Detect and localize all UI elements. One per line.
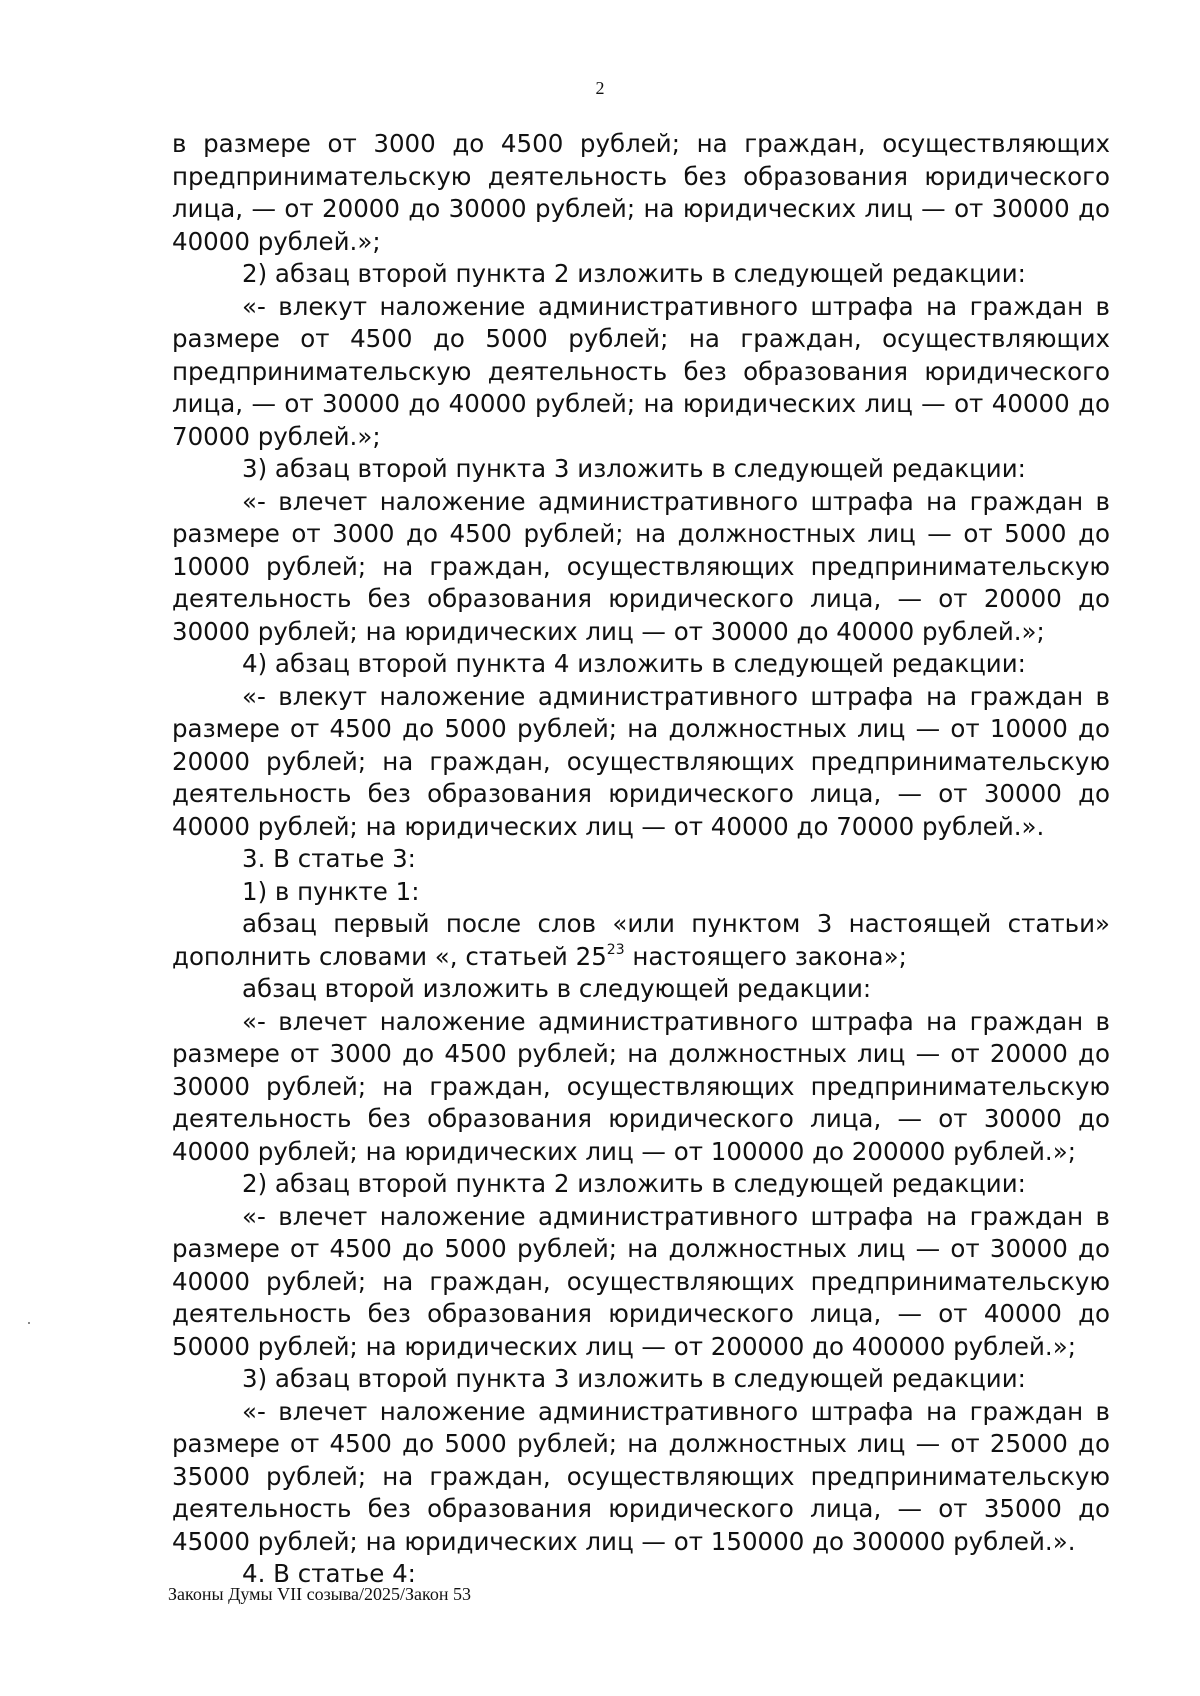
superscript: 23 — [606, 941, 625, 958]
document-body — [172, 128, 1110, 1591]
document-footer: Законы Думы VII созыва/2025/Закон 53 — [168, 1584, 471, 1604]
paragraph: 3) абзац второй пункта 3 изложить в следующей редакции: — [242, 454, 1026, 483]
scan-speck — [28, 1322, 30, 1324]
paragraph: 3) абзац второй пункта 3 изложить в следующей редакции: — [242, 1364, 1026, 1393]
paragraph-text-after: настоящего закона»; — [624, 941, 907, 971]
quoted-paragraph: «- влечет наложение административного штрафа на граждан в размере от 4500 до 5000 рублей; на должностных лиц — от 30000 до 40000 рублей; на граждан, осуществляющих предпринимательскую деятельность без образования юридического лица, — от 40000 до 50000 рублей; на юридических лиц — от 200000 до 400000 рублей.»; — [172, 1201, 1110, 1361]
paragraph: 2) абзац второй пункта 2 изложить в следующей редакции: — [242, 1169, 1026, 1198]
paragraph-with-superscript — [172, 908, 1110, 973]
paragraph: в размере от 3000 до 4500 рублей; на граждан, осуществляющих предпринимательскую деятельность без образования юридического лица, — от 20000 до 30000 рублей; на юридических лиц — от 30000 до 40000 рублей.»; — [172, 129, 1110, 256]
quoted-paragraph: «- влекут наложение административного штрафа на граждан в размере от 4500 до 5000 рублей; на должностных лиц — от 10000 до 20000 рублей; на граждан, осуществляющих предпринимательскую деятельность без образования юридического лица, — от 30000 до 40000 рублей; на юридических лиц — от 40000 до 70000 рублей.». — [172, 681, 1110, 841]
paragraph: 4) абзац второй пункта 4 изложить в следующей редакции: — [242, 649, 1026, 678]
quoted-paragraph: «- влечет наложение административного штрафа на граждан в размере от 4500 до 5000 рублей; на должностных лиц — от 25000 до 35000 рублей; на граждан, осуществляющих предпринимательскую деятельность без образования юридического лица, — от 35000 до 45000 рублей; на юридических лиц — от 150000 до 300000 рублей.». — [172, 1396, 1110, 1556]
page-number: 2 — [595, 78, 605, 98]
quoted-paragraph: «- влечет наложение административного штрафа на граждан в размере от 3000 до 4500 рублей; на должностных лиц — от 5000 до 10000 рублей; на граждан, осуществляющих предпринимательскую деятельность без образования юридического лица, — от 20000 до 30000 рублей; на юридических лиц — от 30000 до 40000 рублей.»; — [172, 486, 1110, 646]
section-heading: 4. В статье 4: — [242, 1559, 416, 1588]
paragraph: 2) абзац второй пункта 2 изложить в следующей редакции: — [242, 259, 1026, 288]
quoted-paragraph: «- влечет наложение административного штрафа на граждан в размере от 3000 до 4500 рублей; на должностных лиц — от 20000 до 30000 рублей; на граждан, осуществляющих предпринимательскую деятельность без образования юридического лица, — от 30000 до 40000 рублей; на юридических лиц — от 100000 до 200000 рублей.»; — [172, 1006, 1110, 1166]
paragraph: 1) в пункте 1: — [242, 876, 420, 906]
paragraph-text-before: абзац первый после слов «или пунктом 3 настоящей статьи» дополнить словами «, статьей 25 — [172, 909, 1110, 971]
section-heading: 3. В статье 3: — [242, 844, 416, 873]
quoted-paragraph: «- влекут наложение административного штрафа на граждан в размере от 4500 до 5000 рублей; на граждан, осуществляющих предпринимательскую деятельность без образования юридического лица, — от 30000 до 40000 рублей; на юридических лиц — от 40000 до 70000 рублей.»; — [172, 291, 1110, 451]
paragraph: абзац второй изложить в следующей редакции: — [242, 974, 872, 1003]
